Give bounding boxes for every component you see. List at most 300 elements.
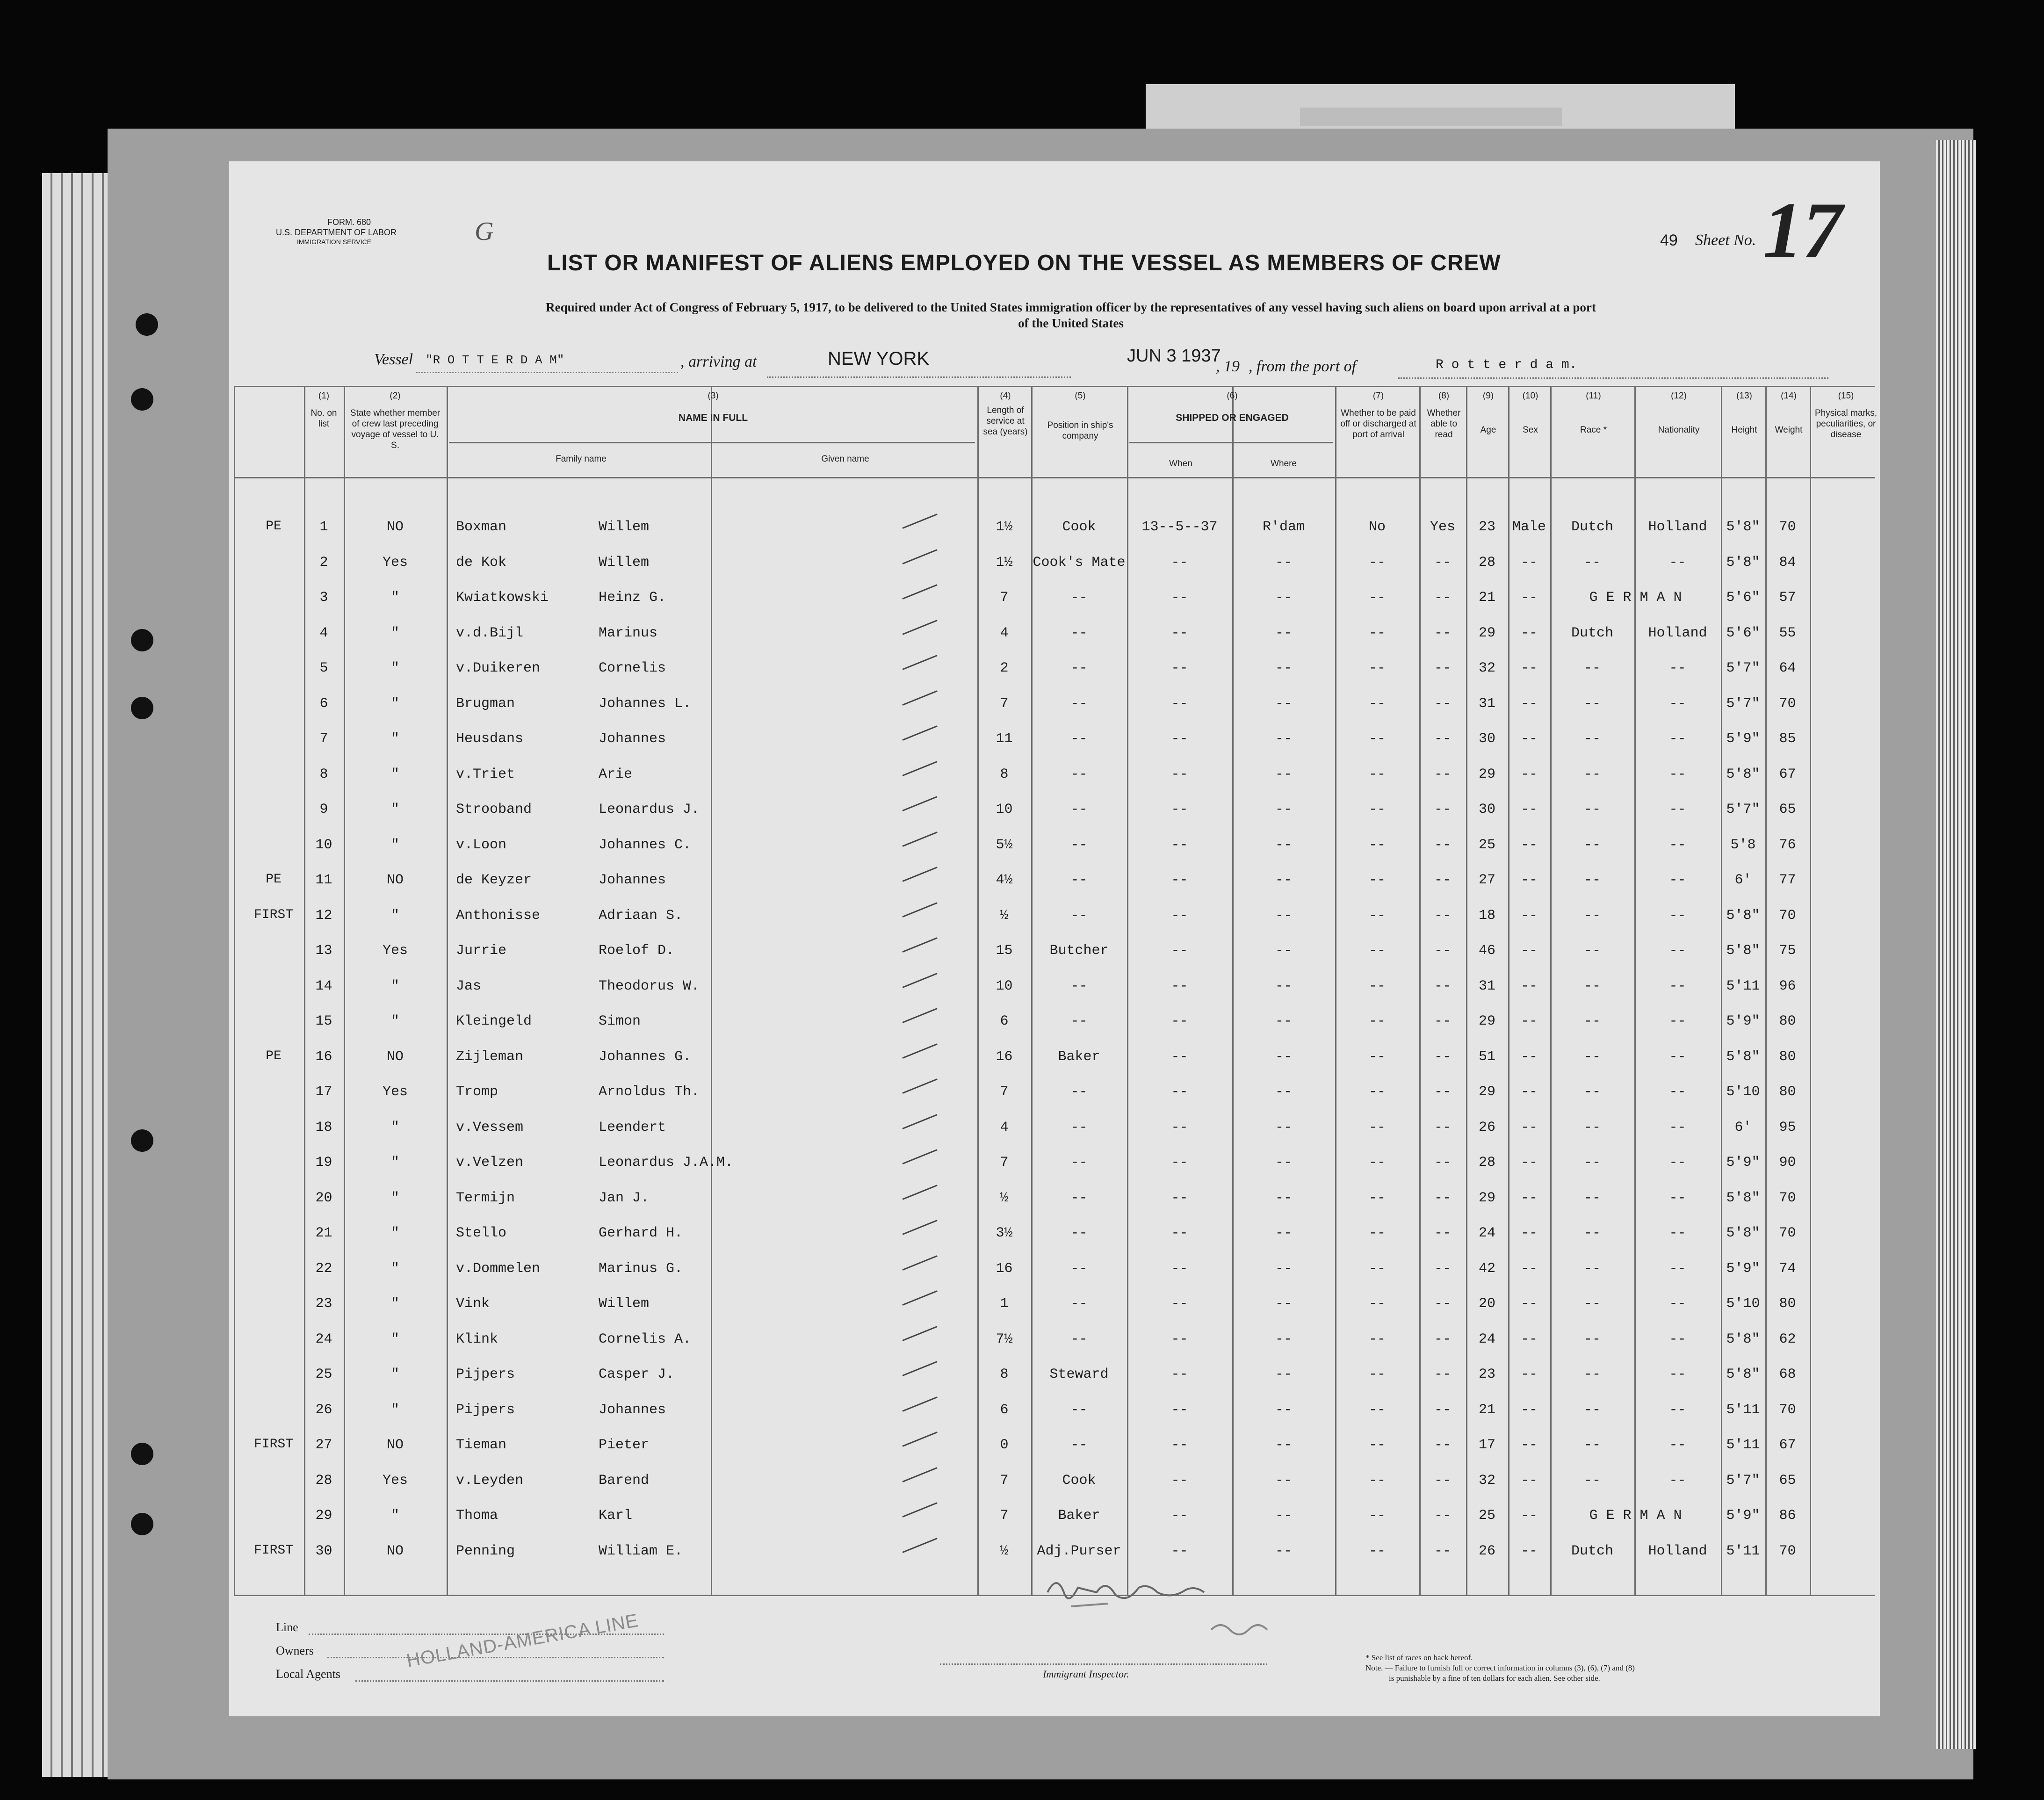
cell-family-name: v.Leyden [456,1472,524,1489]
cell-sex: Male [1512,519,1546,535]
cell-age: 29 [1478,1013,1495,1029]
cell-weight: 77 [1779,872,1796,888]
cell-sex: -- [1520,590,1538,606]
cell-shipped-when: -- [1171,1190,1188,1206]
cell-height: 5'8" [1726,519,1760,535]
cell-position: Cook [1062,519,1096,535]
cell-paid-off: -- [1368,1225,1386,1241]
col-4-label: Length of service at sea (years) [983,405,1028,437]
shipped-when-header: When [1169,459,1192,469]
cell-age: 46 [1478,943,1495,959]
cell-nationality: Holland [1648,519,1707,535]
cell-service-years: 7 [1000,1472,1009,1489]
cell-service-years: 11 [996,731,1013,747]
cell-able-to-read: -- [1434,1155,1451,1171]
cell-given-name: Jan J. [599,1190,650,1206]
cell-able-to-read: -- [1434,943,1451,959]
cell-paid-off: -- [1368,872,1386,888]
cell-age: 29 [1478,766,1495,782]
binder-hole [131,1129,153,1152]
cell-weight: 70 [1779,695,1796,712]
cell-list-number: 26 [315,1402,332,1418]
cell-position: -- [1070,1260,1088,1277]
cell-height: 5'6" [1726,625,1760,641]
col-7-label: Whether to be paid off or discharged at port of arrival [1340,408,1416,440]
cell-paid-off: -- [1368,695,1386,712]
cell-weight: 70 [1779,1543,1796,1559]
cell-age: 21 [1478,1402,1495,1418]
cell-sex: -- [1520,1472,1538,1489]
table-row [229,1402,1880,1421]
cell-height: 5'8" [1726,766,1760,782]
cell-position: -- [1070,872,1088,888]
cell-weight: 90 [1779,1155,1796,1171]
cell-age: 20 [1478,1296,1495,1312]
cell-list-number: 14 [315,978,332,994]
cell-weight: 80 [1779,1048,1796,1065]
cell-previous-voyage: " [390,1225,399,1241]
table-row [229,1049,1880,1068]
cell-list-number: 15 [315,1013,332,1029]
cell-race: -- [1583,943,1601,959]
cell-able-to-read: -- [1434,1508,1451,1524]
cell-family-name: v.Velzen [456,1155,524,1171]
cell-height: 5'9" [1726,731,1760,747]
cell-given-name: Arie [599,766,633,782]
cell-nationality: -- [1669,766,1686,782]
check-tick [902,690,937,706]
immigrant-inspector-label: Immigrant Inspector. [1043,1668,1129,1680]
cell-family-name: Boxman [456,519,507,535]
check-tick [902,1502,937,1518]
cell-list-number: 6 [319,695,328,712]
cell-list-number: 8 [319,766,328,782]
form-subtitle-line2: of the United States [1018,316,1124,330]
cell-position: Cook's Mate [1033,554,1126,571]
cell-able-to-read: -- [1434,1190,1451,1206]
col-2-label: State whether member of crew last preceding voyage of vessel to U. S. [350,408,441,450]
cell-sex: -- [1520,1084,1538,1100]
cell-nationality: -- [1669,554,1686,571]
sheet-number: 17 [1763,186,1842,274]
cell-race: -- [1583,1437,1601,1453]
cell-position: -- [1070,660,1088,676]
cell-able-to-read: -- [1434,1543,1451,1559]
sheet-label: Sheet No. [1695,231,1756,249]
col-9-label: Age [1480,425,1496,435]
cell-service-years: 7 [1000,1084,1009,1100]
cell-shipped-when: -- [1171,837,1188,853]
cell-nationality: -- [1669,907,1686,924]
cell-shipped-where: -- [1275,907,1292,924]
cell-age: 25 [1478,837,1495,853]
cell-weight: 70 [1779,1402,1796,1418]
cell-sex: -- [1520,660,1538,676]
footnote-penalty-cont: is punishable by a fine of ten dollars for each alien. See other side. [1389,1674,1600,1683]
vessel-name: "R O T T E R D A M" [426,353,564,367]
cell-shipped-where: -- [1275,660,1292,676]
cell-previous-voyage: " [390,1190,399,1206]
back-sheet-strip [1300,108,1562,126]
cell-height: 5'7" [1726,660,1760,676]
cell-weight: 70 [1779,519,1796,535]
cell-nationality: -- [1669,943,1686,959]
check-tick [902,1220,937,1235]
binder-hole [131,697,153,719]
cell-age: 30 [1478,731,1495,747]
cell-shipped-when: -- [1171,1119,1188,1135]
cell-weight: 55 [1779,625,1796,641]
cell-position: -- [1070,731,1088,747]
cell-service-years: 1½ [996,554,1013,571]
check-tick [902,549,937,564]
cell-given-name: Cornelis [599,660,666,676]
cell-position: -- [1070,1084,1088,1100]
cell-list-number: 13 [315,943,332,959]
cell-family-name: v.d.Bijl [456,625,524,641]
cell-height: 5'9" [1726,1155,1760,1171]
cell-shipped-when: -- [1171,978,1188,994]
cell-height: 5'10 [1726,1084,1760,1100]
table-row [229,555,1880,573]
cell-previous-voyage: " [390,802,399,817]
cell-able-to-read: -- [1434,1260,1451,1277]
cell-race: -- [1583,907,1601,924]
cell-family-name: Termijn [456,1190,515,1206]
cell-shipped-where: -- [1275,1437,1292,1453]
cell-age: 29 [1478,625,1495,641]
cell-weight: 67 [1779,766,1796,782]
cell-sex: -- [1520,1296,1538,1312]
cell-sex: -- [1520,837,1538,853]
cell-given-name: Willem [599,554,650,571]
col-12-label: Nationality [1658,425,1700,435]
cell-height: 5'9" [1726,1508,1760,1524]
cell-age: 23 [1478,519,1495,535]
cell-given-name: Roelof D. [599,943,675,959]
cell-nationality: -- [1669,1366,1686,1382]
cell-shipped-where: -- [1275,1331,1292,1347]
cell-race: -- [1583,731,1601,747]
cell-sex: -- [1520,907,1538,924]
cell-nationality: -- [1669,731,1686,747]
cell-paid-off: -- [1368,1260,1386,1277]
vessel-label: Vessel [374,351,413,368]
col-10-label: Sex [1523,425,1538,435]
check-tick [902,937,937,953]
cell-shipped-where: -- [1275,1013,1292,1029]
cell-list-number: 21 [315,1225,332,1241]
check-tick [902,902,937,918]
cell-sex: -- [1520,1190,1538,1206]
cell-race: -- [1583,1048,1601,1065]
cell-previous-voyage: " [390,1155,399,1171]
cell-position: -- [1070,802,1088,817]
cell-shipped-where: -- [1275,872,1292,888]
cell-given-name: Leonardus J.A.M. [599,1155,734,1171]
cell-race: Dutch [1571,519,1613,535]
cell-shipped-where: -- [1275,802,1292,817]
cell-race: -- [1583,837,1601,853]
cell-nationality: -- [1669,978,1686,994]
cell-list-number: 19 [315,1155,332,1171]
table-row [229,1155,1880,1173]
cell-shipped-when: -- [1171,695,1188,712]
cell-position: -- [1070,1402,1088,1418]
cell-family-name: Penning [456,1543,515,1559]
cell-family-name: Vink [456,1296,490,1312]
cell-position: -- [1070,978,1088,994]
cell-family-name: Pijpers [456,1366,515,1382]
sheet-prefix: 49 [1660,231,1678,249]
cell-position: -- [1070,1437,1088,1453]
cell-family-name: de Keyzer [456,872,532,888]
cell-mark: FIRST [253,1437,293,1452]
cell-given-name: Adriaan S. [599,907,683,924]
cell-sex: -- [1520,1048,1538,1065]
cell-age: 18 [1478,907,1495,924]
cell-previous-voyage: " [390,625,399,641]
cell-paid-off: -- [1368,554,1386,571]
cell-service-years: 7 [1000,1155,1009,1171]
table-row [229,1296,1880,1315]
cell-age: 32 [1478,1472,1495,1489]
cell-race: -- [1583,1084,1601,1100]
check-tick [902,761,937,776]
cell-previous-voyage: " [390,1013,399,1029]
cell-service-years: 1 [1000,1296,1009,1312]
cell-weight: 64 [1779,660,1796,676]
cell-height: 5'8" [1726,1048,1760,1065]
cell-shipped-where: -- [1275,731,1292,747]
cell-sex: -- [1520,1155,1538,1171]
check-tick [902,1431,937,1447]
manifest-sheet [229,161,1880,1716]
table-row [229,1366,1880,1385]
cell-sex: -- [1520,1013,1538,1029]
cell-position: -- [1070,1119,1088,1135]
cell-given-name: Willem [599,519,650,535]
cell-nationality: -- [1669,1084,1686,1100]
cell-position: Baker [1058,1048,1100,1065]
check-tick [902,725,937,741]
cell-shipped-when: -- [1171,1543,1188,1559]
check-tick [902,1043,937,1059]
cell-able-to-read: -- [1434,1366,1451,1382]
cell-able-to-read: -- [1434,1119,1451,1135]
cell-shipped-where: -- [1275,1048,1292,1065]
cell-position: -- [1070,1013,1088,1029]
footnote-races: * See list of races on back hereof. [1365,1653,1473,1662]
cell-nationality: -- [1669,1472,1686,1489]
cell-shipped-where: -- [1275,1543,1292,1559]
cell-given-name: Gerhard H. [599,1225,683,1241]
cell-given-name: Heinz G. [599,590,666,606]
cell-family-name: Jurrie [456,943,507,959]
cell-race: -- [1583,872,1601,888]
table-row [229,625,1880,644]
cell-family-name: Kwiatkowski [456,590,549,606]
cell-paid-off: -- [1368,1155,1386,1171]
table-row [229,1084,1880,1103]
cell-given-name: Leendert [599,1119,666,1135]
cell-family-name: v.Triet [456,766,515,782]
table-row [229,1261,1880,1280]
cell-position: Adj.Purser [1037,1543,1121,1559]
cell-given-name: Marinus [599,625,658,641]
cell-shipped-where: -- [1275,766,1292,782]
col-9-number: (9) [1482,391,1494,401]
table-row [229,943,1880,961]
table-row [229,1508,1880,1526]
cell-previous-voyage: " [390,907,399,924]
cell-previous-voyage: " [390,1508,399,1524]
cell-position: -- [1070,1190,1088,1206]
cell-position: -- [1070,1296,1088,1312]
owners-label: Owners [276,1644,314,1657]
cell-list-number: 20 [315,1190,332,1206]
cell-paid-off: -- [1368,1437,1386,1453]
cell-previous-voyage: NO [386,872,404,888]
cell-height: 5'7" [1726,802,1760,817]
cell-shipped-when: -- [1171,1155,1188,1171]
cell-sex: -- [1520,1260,1538,1277]
cell-family-name: v.Dommelen [456,1260,541,1277]
cell-service-years: 10 [996,978,1013,994]
cell-shipped-when: -- [1171,1296,1188,1312]
cell-previous-voyage: " [390,660,399,676]
cell-height: 5'8" [1726,1366,1760,1382]
cell-shipped-when: -- [1171,554,1188,571]
cell-weight: 95 [1779,1119,1796,1135]
cell-nationality: -- [1669,1013,1686,1029]
col-6-label: SHIPPED OR ENGAGED [1176,412,1289,423]
cell-service-years: 4 [1000,625,1009,641]
table-row [229,696,1880,715]
cell-position: -- [1070,1225,1088,1241]
cell-height: 5'7" [1726,695,1760,712]
cell-age: 26 [1478,1119,1495,1135]
arrival-port: NEW YORK [828,348,930,369]
cell-nationality: -- [1669,1119,1686,1135]
table-row [229,519,1880,538]
cell-able-to-read: -- [1434,1296,1451,1312]
cell-service-years: 15 [996,943,1013,959]
cell-previous-voyage: " [390,978,399,994]
cell-height: 5'11 [1726,1402,1760,1418]
col-7-number: (7) [1372,391,1384,401]
binder-hole [131,388,153,411]
cell-mark: PE [266,1048,282,1063]
cell-service-years: 6 [1000,1402,1009,1418]
check-tick [902,1326,937,1341]
cell-height: 6' [1734,1119,1752,1135]
cell-race: -- [1583,554,1601,571]
cell-able-to-read: -- [1434,766,1451,782]
check-tick [902,796,937,811]
cell-paid-off: No [1368,519,1386,535]
cell-shipped-where: -- [1275,1296,1292,1312]
given-name-header: Given name [821,454,869,464]
cell-previous-voyage: " [390,1402,399,1418]
cell-shipped-where: -- [1275,695,1292,712]
cell-nationality: Holland [1648,1543,1707,1559]
cell-age: 30 [1478,802,1495,817]
cell-weight: 70 [1779,1190,1796,1206]
check-tick [902,1255,937,1271]
crew-table-body [229,161,1880,1716]
cell-able-to-read: -- [1434,1402,1451,1418]
cell-service-years: ½ [1000,907,1009,924]
cell-service-years: 16 [996,1048,1013,1065]
cell-shipped-when: -- [1171,766,1188,782]
cell-sex: -- [1520,766,1538,782]
sub-header-rule [1129,442,1333,443]
arrival-date-stamp: JUN 3 1937 [1127,346,1221,366]
cell-shipped-when: -- [1171,1331,1188,1347]
cell-weight: 67 [1779,1437,1796,1453]
cell-nationality: -- [1669,1437,1686,1453]
department-name: U.S. DEPARTMENT OF LABOR [276,228,397,237]
cell-race: -- [1583,660,1601,676]
cell-nationality: -- [1669,660,1686,676]
cell-able-to-read: -- [1434,695,1451,712]
cell-weight: 80 [1779,1013,1796,1029]
cell-able-to-read: -- [1434,837,1451,853]
col-6-number: (6) [1227,391,1238,401]
cell-shipped-when: -- [1171,1437,1188,1453]
cell-previous-voyage: NO [386,1437,404,1453]
cell-previous-voyage: " [390,1331,399,1347]
footnote-penalty: Note. — Failure to furnish full or correct information in columns (3), (6), (7) and (8) [1365,1663,1635,1672]
cell-service-years: 10 [996,802,1013,817]
cell-able-to-read: -- [1434,1225,1451,1241]
cell-given-name: Casper J. [599,1366,675,1382]
cell-able-to-read: -- [1434,590,1451,606]
cell-race: -- [1583,1472,1601,1489]
cell-age: 17 [1478,1437,1495,1453]
cell-nationality: -- [1669,1190,1686,1206]
family-name-header: Family name [556,454,607,464]
cell-given-name: William E. [599,1543,683,1559]
col-14-label: Weight [1775,425,1803,435]
cell-able-to-read: -- [1434,1331,1451,1347]
cell-previous-voyage: " [390,837,399,853]
cell-shipped-where: -- [1275,1508,1292,1524]
cell-nationality: -- [1669,1225,1686,1241]
cell-shipped-when: -- [1171,731,1188,747]
cell-sex: -- [1520,943,1538,959]
cell-sex: -- [1520,1119,1538,1135]
check-tick [902,655,937,670]
cell-position: -- [1070,766,1088,782]
cell-age: 31 [1478,978,1495,994]
cell-given-name: Pieter [599,1437,650,1453]
cell-list-number: 16 [315,1048,332,1065]
cell-given-name: Johannes [599,731,666,747]
from-port-label: , from the port of [1249,358,1357,375]
binder-hole [131,1513,153,1535]
cell-previous-voyage: " [390,1119,399,1135]
check-tick [902,1149,937,1164]
table-row [229,802,1880,820]
cell-family-name: Pijpers [456,1402,515,1418]
cell-mark: PE [266,872,282,887]
cell-race: -- [1583,1225,1601,1241]
cell-nationality: -- [1669,1402,1686,1418]
cell-sex: -- [1520,872,1538,888]
cell-race: -- [1583,1155,1601,1171]
